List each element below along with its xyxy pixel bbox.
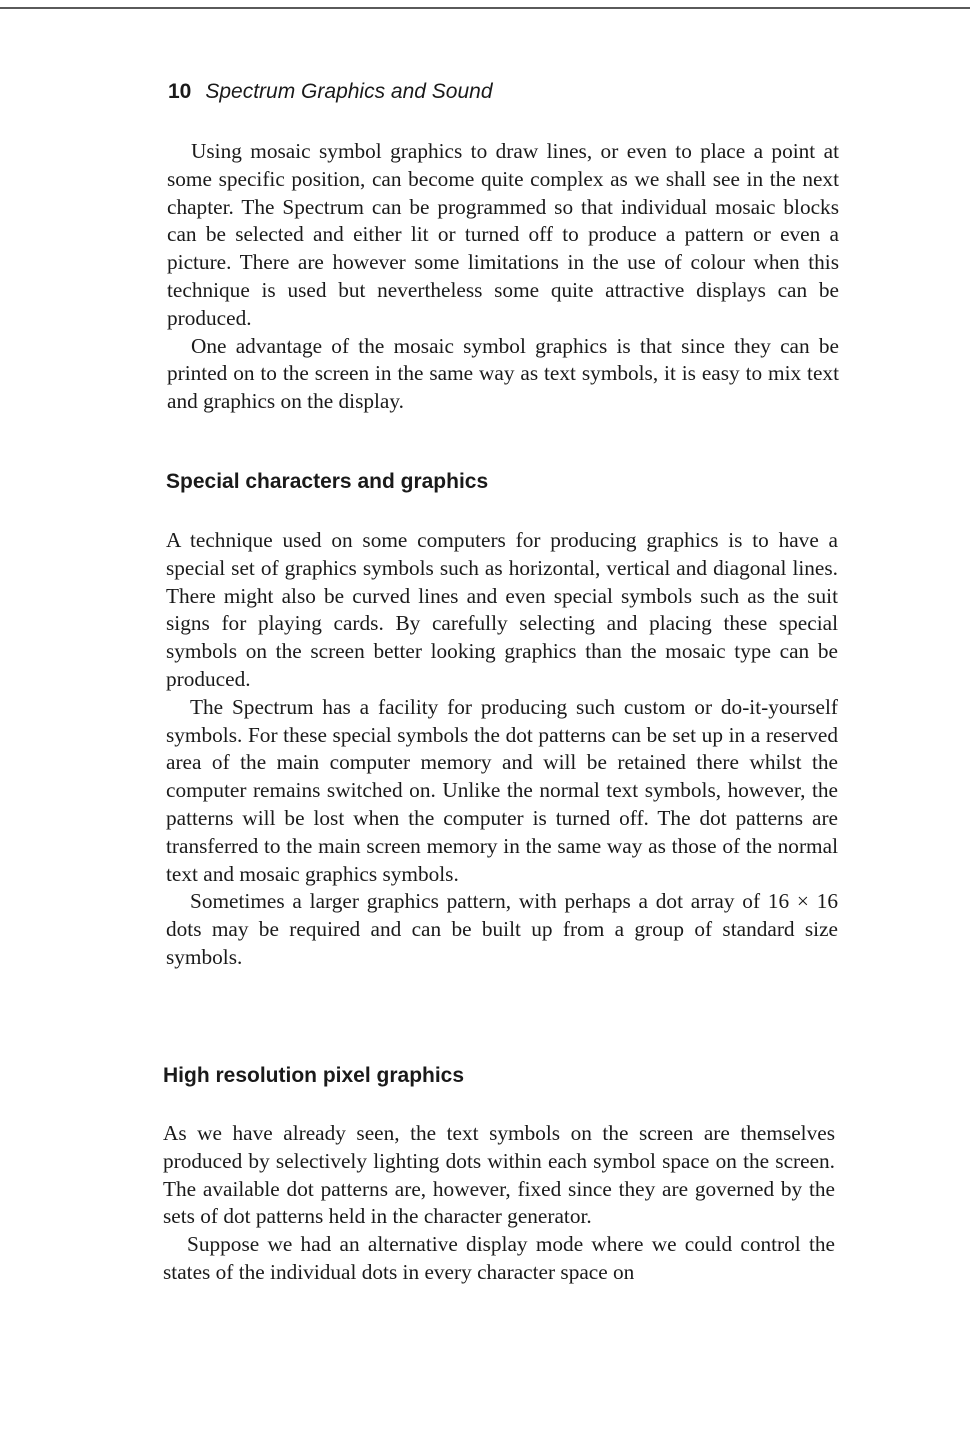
section-heading-special-characters: Special characters and graphics (166, 470, 489, 493)
paragraph: Using mosaic symbol graphics to draw lines, or even to place a point at some specific position, can become quite complex as we shall see in the next chapter. The Spectrum can be programmed so that individual mosaic blocks can be selected and either lit or turned off to produce a pattern or even a picture. There are however some limitations in the use of colour when this technique is used but nevertheless some quite attractive displays can be produced. (167, 139, 839, 330)
intro-text (167, 138, 839, 416)
section-heading-high-resolution: High resolution pixel graphics (163, 1064, 465, 1087)
paragraph: The Spectrum has a facility for producing such custom or do-it-yourself symbols. For these special symbols the dot patterns can be set up in a reserved area of the main computer memory and will be retained there whilst the computer remains switched on. Unlike the normal text symbols, however, the patterns will be lost when the computer is turned off. The dot patterns are transferred to the main screen memory in the same way as those of the normal text and mosaic graphics symbols. (166, 694, 838, 886)
section-body-special-characters (166, 527, 838, 972)
page-number: 10 (168, 80, 192, 103)
top-rule (0, 7, 970, 9)
section-body-high-resolution (163, 1120, 835, 1287)
running-head (168, 78, 493, 106)
paragraph: As we have already seen, the text symbols on the screen are themselves produced by selectively lighting dots within each symbol space on the screen. The available dot patterns are, however, fixed since they are governed by the sets of dot patterns held in the character generator. (163, 1121, 835, 1229)
paragraph: Suppose we had an alternative display mode where we could control the states of the individual dots in every character space on (163, 1232, 835, 1284)
paragraph: One advantage of the mosaic symbol graphics is that since they can be printed on to the screen in the same way as text symbols, it is easy to mix text and graphics on the display. (167, 333, 839, 414)
paragraph: A technique used on some computers for producing graphics is to have a special set of graphics symbols such as horizontal, vertical and diagonal lines. There might also be curved lines and even special symbols such as the suit signs for playing cards. By carefully selecting and placing these special symbols on the screen better looking graphics than the mosaic type can be produced. (166, 528, 838, 691)
paragraph: Sometimes a larger graphics pattern, with perhaps a dot array of 16 × 16 dots may be required and can be built up from a group of standard size symbols. (166, 889, 838, 969)
book-title: Spectrum Graphics and Sound (205, 80, 493, 103)
